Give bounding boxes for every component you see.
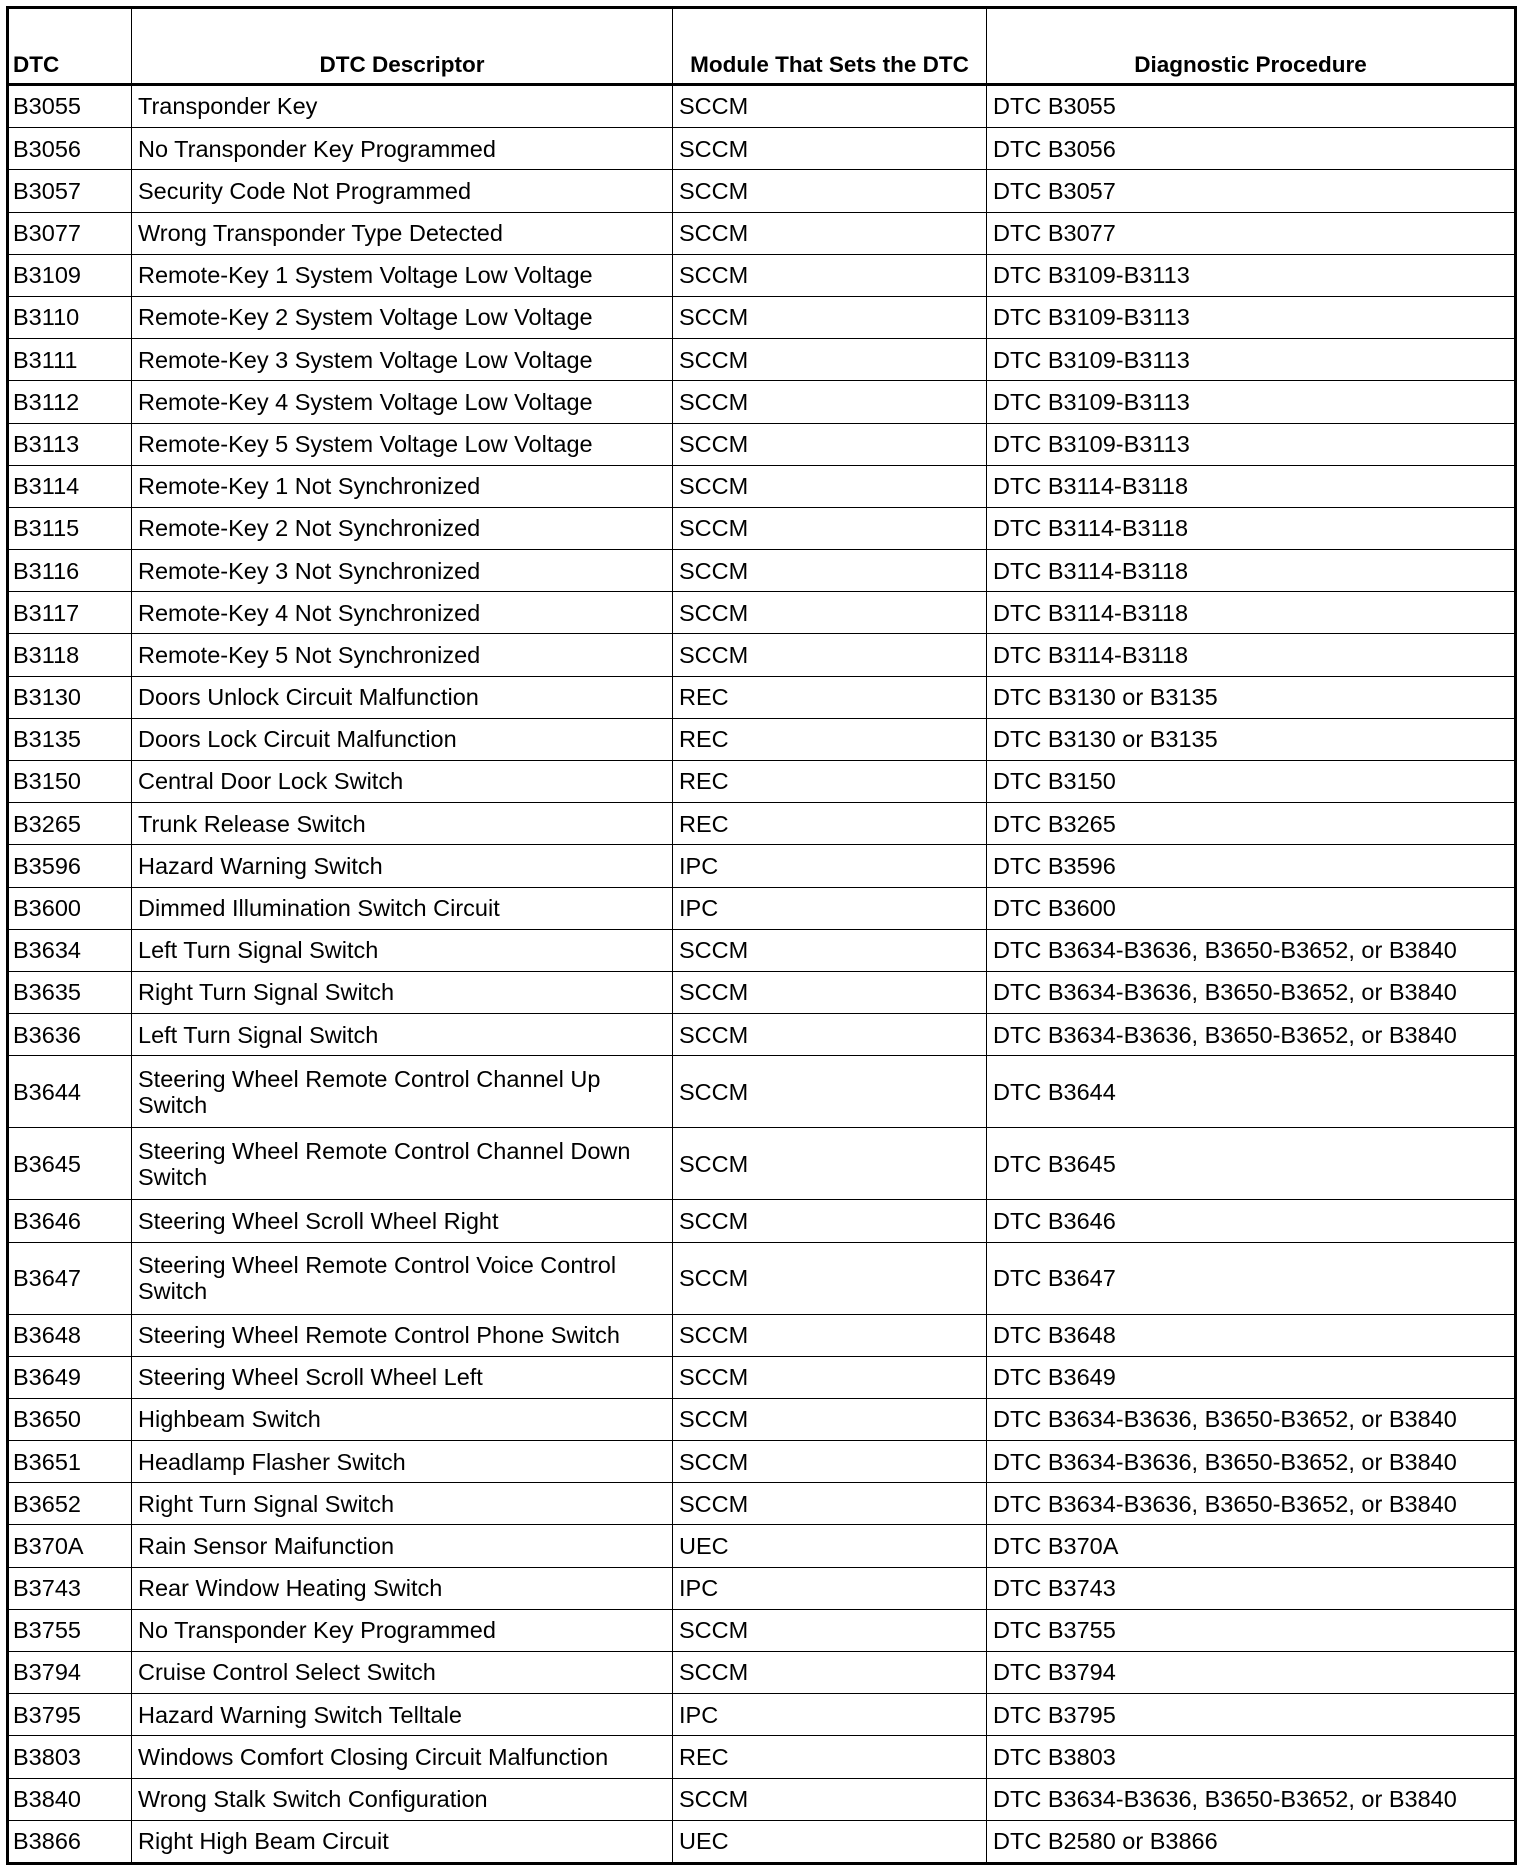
table-row [8, 761, 1516, 803]
cell-module: SCCM [673, 85, 987, 128]
cell-dtc: B3755 [8, 1609, 132, 1651]
cell-procedure: DTC B3109-B3113 [987, 423, 1516, 465]
cell-dtc: B3794 [8, 1652, 132, 1694]
cell-module: SCCM [673, 634, 987, 676]
cell-module: IPC [673, 1567, 987, 1609]
cell-module: SCCM [673, 1398, 987, 1440]
cell-descriptor: Right Turn Signal Switch [132, 971, 673, 1013]
cell-dtc: B3635 [8, 971, 132, 1013]
cell-procedure: DTC B3634-B3636, B3650-B3652, or B3840 [987, 1441, 1516, 1483]
table-row [8, 339, 1516, 381]
table-row [8, 1609, 1516, 1651]
cell-procedure: DTC B3055 [987, 85, 1516, 128]
cell-module: IPC [673, 845, 987, 887]
cell-dtc: B3114 [8, 465, 132, 507]
cell-procedure: DTC B3645 [987, 1128, 1516, 1200]
table-row [8, 1694, 1516, 1736]
cell-module: SCCM [673, 128, 987, 170]
cell-descriptor: Remote-Key 1 System Voltage Low Voltage [132, 254, 673, 296]
cell-procedure: DTC B3109-B3113 [987, 296, 1516, 338]
cell-module: SCCM [673, 1128, 987, 1200]
cell-descriptor: Right High Beam Circuit [132, 1820, 673, 1863]
cell-descriptor: Dimmed Illumination Switch Circuit [132, 887, 673, 929]
header-procedure: Diagnostic Procedure [987, 8, 1516, 85]
table-row [8, 1525, 1516, 1567]
cell-descriptor: No Transponder Key Programmed [132, 128, 673, 170]
cell-descriptor: Trunk Release Switch [132, 803, 673, 845]
cell-descriptor: Steering Wheel Remote Control Channel Up Switch [132, 1056, 673, 1128]
cell-dtc: B3840 [8, 1778, 132, 1820]
cell-descriptor: Remote-Key 4 Not Synchronized [132, 592, 673, 634]
cell-procedure: DTC B3596 [987, 845, 1516, 887]
cell-dtc: B3056 [8, 128, 132, 170]
cell-procedure: DTC B3644 [987, 1056, 1516, 1128]
cell-dtc: B3652 [8, 1483, 132, 1525]
table-row [8, 212, 1516, 254]
cell-procedure: DTC B3109-B3113 [987, 381, 1516, 423]
cell-dtc: B3055 [8, 85, 132, 128]
cell-dtc: B3111 [8, 339, 132, 381]
cell-procedure: DTC B3150 [987, 761, 1516, 803]
cell-procedure: DTC B3634-B3636, B3650-B3652, or B3840 [987, 1014, 1516, 1056]
cell-descriptor: Left Turn Signal Switch [132, 1014, 673, 1056]
cell-dtc: B3636 [8, 1014, 132, 1056]
cell-descriptor: Remote-Key 2 System Voltage Low Voltage [132, 296, 673, 338]
cell-module: SCCM [673, 1778, 987, 1820]
table-row [8, 1200, 1516, 1242]
cell-descriptor: Highbeam Switch [132, 1398, 673, 1440]
table-row [8, 718, 1516, 760]
cell-procedure: DTC B3755 [987, 1609, 1516, 1651]
cell-module: SCCM [673, 170, 987, 212]
cell-descriptor: Steering Wheel Remote Control Voice Control Switch [132, 1242, 673, 1314]
cell-dtc: B3645 [8, 1128, 132, 1200]
cell-procedure: DTC B3803 [987, 1736, 1516, 1778]
cell-dtc: B3113 [8, 423, 132, 465]
cell-procedure: DTC B3795 [987, 1694, 1516, 1736]
cell-dtc: B3743 [8, 1567, 132, 1609]
cell-module: SCCM [673, 1242, 987, 1314]
cell-descriptor: Hazard Warning Switch Telltale [132, 1694, 673, 1736]
cell-module: SCCM [673, 212, 987, 254]
table-row [8, 85, 1516, 128]
cell-dtc: B3651 [8, 1441, 132, 1483]
table-row [8, 1314, 1516, 1356]
header-dtc: DTC [8, 8, 132, 85]
table-row [8, 887, 1516, 929]
cell-procedure: DTC B3114-B3118 [987, 465, 1516, 507]
table-row [8, 929, 1516, 971]
cell-procedure: DTC B3109-B3113 [987, 339, 1516, 381]
cell-descriptor: No Transponder Key Programmed [132, 1609, 673, 1651]
cell-procedure: DTC B3794 [987, 1652, 1516, 1694]
cell-descriptor: Steering Wheel Scroll Wheel Left [132, 1356, 673, 1398]
cell-module: REC [673, 803, 987, 845]
table-row [8, 1014, 1516, 1056]
table-body [8, 85, 1516, 1864]
table-row [8, 1441, 1516, 1483]
cell-procedure: DTC B3743 [987, 1567, 1516, 1609]
cell-dtc: B3634 [8, 929, 132, 971]
cell-descriptor: Wrong Transponder Type Detected [132, 212, 673, 254]
cell-module: SCCM [673, 296, 987, 338]
cell-dtc: B3265 [8, 803, 132, 845]
table-row [8, 254, 1516, 296]
table-header [8, 8, 1516, 85]
table-row [8, 1056, 1516, 1128]
cell-descriptor: Remote-Key 2 Not Synchronized [132, 507, 673, 549]
cell-descriptor: Remote-Key 1 Not Synchronized [132, 465, 673, 507]
cell-module: SCCM [673, 1483, 987, 1525]
cell-descriptor: Steering Wheel Remote Control Phone Switch [132, 1314, 673, 1356]
cell-descriptor: Remote-Key 5 Not Synchronized [132, 634, 673, 676]
cell-module: REC [673, 761, 987, 803]
cell-module: SCCM [673, 1441, 987, 1483]
cell-procedure: DTC B3646 [987, 1200, 1516, 1242]
table-row [8, 1820, 1516, 1863]
cell-descriptor: Windows Comfort Closing Circuit Malfunction [132, 1736, 673, 1778]
cell-dtc: B3646 [8, 1200, 132, 1242]
cell-descriptor: Doors Unlock Circuit Malfunction [132, 676, 673, 718]
cell-procedure: DTC B2580 or B3866 [987, 1820, 1516, 1863]
cell-module: SCCM [673, 1356, 987, 1398]
cell-dtc: B3803 [8, 1736, 132, 1778]
cell-descriptor: Central Door Lock Switch [132, 761, 673, 803]
cell-descriptor: Remote-Key 3 System Voltage Low Voltage [132, 339, 673, 381]
cell-procedure: DTC B3130 or B3135 [987, 718, 1516, 760]
cell-procedure: DTC B3600 [987, 887, 1516, 929]
cell-module: REC [673, 1736, 987, 1778]
table-row [8, 1242, 1516, 1314]
cell-procedure: DTC B3114-B3118 [987, 507, 1516, 549]
cell-dtc: B3647 [8, 1242, 132, 1314]
cell-dtc: B3109 [8, 254, 132, 296]
cell-procedure: DTC B3114-B3118 [987, 550, 1516, 592]
header-module: Module That Sets the DTC [673, 8, 987, 85]
cell-dtc: B3795 [8, 1694, 132, 1736]
cell-module: SCCM [673, 550, 987, 592]
cell-module: SCCM [673, 1014, 987, 1056]
cell-module: SCCM [673, 1056, 987, 1128]
cell-dtc: B3649 [8, 1356, 132, 1398]
cell-procedure: DTC B3634-B3636, B3650-B3652, or B3840 [987, 1483, 1516, 1525]
cell-dtc: B3077 [8, 212, 132, 254]
table-row [8, 550, 1516, 592]
cell-dtc: B3150 [8, 761, 132, 803]
cell-procedure: DTC B3130 or B3135 [987, 676, 1516, 718]
cell-module: SCCM [673, 929, 987, 971]
table-row [8, 1736, 1516, 1778]
cell-descriptor: Remote-Key 5 System Voltage Low Voltage [132, 423, 673, 465]
cell-module: SCCM [673, 465, 987, 507]
cell-module: SCCM [673, 1652, 987, 1694]
cell-module: SCCM [673, 1609, 987, 1651]
table-row [8, 1356, 1516, 1398]
cell-dtc: B3117 [8, 592, 132, 634]
cell-module: UEC [673, 1525, 987, 1567]
cell-module: IPC [673, 887, 987, 929]
table-row [8, 803, 1516, 845]
cell-dtc: B3650 [8, 1398, 132, 1440]
cell-module: REC [673, 718, 987, 760]
cell-dtc: B3130 [8, 676, 132, 718]
cell-procedure: DTC B3114-B3118 [987, 634, 1516, 676]
cell-module: SCCM [673, 339, 987, 381]
cell-descriptor: Hazard Warning Switch [132, 845, 673, 887]
cell-dtc: B3866 [8, 1820, 132, 1863]
cell-procedure: DTC B3634-B3636, B3650-B3652, or B3840 [987, 1778, 1516, 1820]
cell-module: SCCM [673, 971, 987, 1013]
cell-dtc: B370A [8, 1525, 132, 1567]
table-row [8, 1652, 1516, 1694]
table-row [8, 676, 1516, 718]
table-row [8, 1778, 1516, 1820]
table-row [8, 845, 1516, 887]
cell-procedure: DTC B3634-B3636, B3650-B3652, or B3840 [987, 1398, 1516, 1440]
table-row [8, 1128, 1516, 1200]
table-row [8, 296, 1516, 338]
table-row [8, 1567, 1516, 1609]
cell-module: SCCM [673, 1200, 987, 1242]
cell-dtc: B3600 [8, 887, 132, 929]
cell-descriptor: Doors Lock Circuit Malfunction [132, 718, 673, 760]
cell-dtc: B3648 [8, 1314, 132, 1356]
cell-descriptor: Right Turn Signal Switch [132, 1483, 673, 1525]
cell-procedure: DTC B3648 [987, 1314, 1516, 1356]
cell-descriptor: Left Turn Signal Switch [132, 929, 673, 971]
cell-module: SCCM [673, 423, 987, 465]
cell-module: UEC [673, 1820, 987, 1863]
cell-descriptor: Transponder Key [132, 85, 673, 128]
cell-descriptor: Rear Window Heating Switch [132, 1567, 673, 1609]
table-row [8, 634, 1516, 676]
cell-dtc: B3118 [8, 634, 132, 676]
cell-module: SCCM [673, 592, 987, 634]
table-row [8, 381, 1516, 423]
table-row [8, 1398, 1516, 1440]
cell-module: IPC [673, 1694, 987, 1736]
table-row [8, 971, 1516, 1013]
table-row [8, 507, 1516, 549]
cell-descriptor: Security Code Not Programmed [132, 170, 673, 212]
cell-dtc: B3644 [8, 1056, 132, 1128]
cell-descriptor: Rain Sensor Maifunction [132, 1525, 673, 1567]
cell-descriptor: Headlamp Flasher Switch [132, 1441, 673, 1483]
cell-dtc: B3057 [8, 170, 132, 212]
table-row [8, 423, 1516, 465]
cell-dtc: B3596 [8, 845, 132, 887]
cell-descriptor: Steering Wheel Remote Control Channel Down Switch [132, 1128, 673, 1200]
cell-dtc: B3112 [8, 381, 132, 423]
cell-module: SCCM [673, 1314, 987, 1356]
cell-module: SCCM [673, 254, 987, 296]
header-descriptor: DTC Descriptor [132, 8, 673, 85]
cell-procedure: DTC B3114-B3118 [987, 592, 1516, 634]
table-row [8, 465, 1516, 507]
cell-procedure: DTC B3057 [987, 170, 1516, 212]
cell-procedure: DTC B370A [987, 1525, 1516, 1567]
cell-procedure: DTC B3077 [987, 212, 1516, 254]
table-row [8, 170, 1516, 212]
cell-procedure: DTC B3265 [987, 803, 1516, 845]
cell-module: SCCM [673, 507, 987, 549]
cell-descriptor: Cruise Control Select Switch [132, 1652, 673, 1694]
table-row [8, 592, 1516, 634]
cell-descriptor: Wrong Stalk Switch Configuration [132, 1778, 673, 1820]
dtc-table [6, 6, 1517, 1865]
cell-procedure: DTC B3649 [987, 1356, 1516, 1398]
cell-procedure: DTC B3634-B3636, B3650-B3652, or B3840 [987, 929, 1516, 971]
cell-dtc: B3110 [8, 296, 132, 338]
cell-procedure: DTC B3056 [987, 128, 1516, 170]
table-row [8, 128, 1516, 170]
cell-procedure: DTC B3647 [987, 1242, 1516, 1314]
cell-procedure: DTC B3109-B3113 [987, 254, 1516, 296]
header-row [8, 8, 1516, 85]
cell-descriptor: Steering Wheel Scroll Wheel Right [132, 1200, 673, 1242]
cell-module: SCCM [673, 381, 987, 423]
cell-descriptor: Remote-Key 3 Not Synchronized [132, 550, 673, 592]
cell-procedure: DTC B3634-B3636, B3650-B3652, or B3840 [987, 971, 1516, 1013]
table-row [8, 1483, 1516, 1525]
cell-dtc: B3115 [8, 507, 132, 549]
cell-descriptor: Remote-Key 4 System Voltage Low Voltage [132, 381, 673, 423]
cell-module: REC [673, 676, 987, 718]
cell-dtc: B3116 [8, 550, 132, 592]
cell-dtc: B3135 [8, 718, 132, 760]
